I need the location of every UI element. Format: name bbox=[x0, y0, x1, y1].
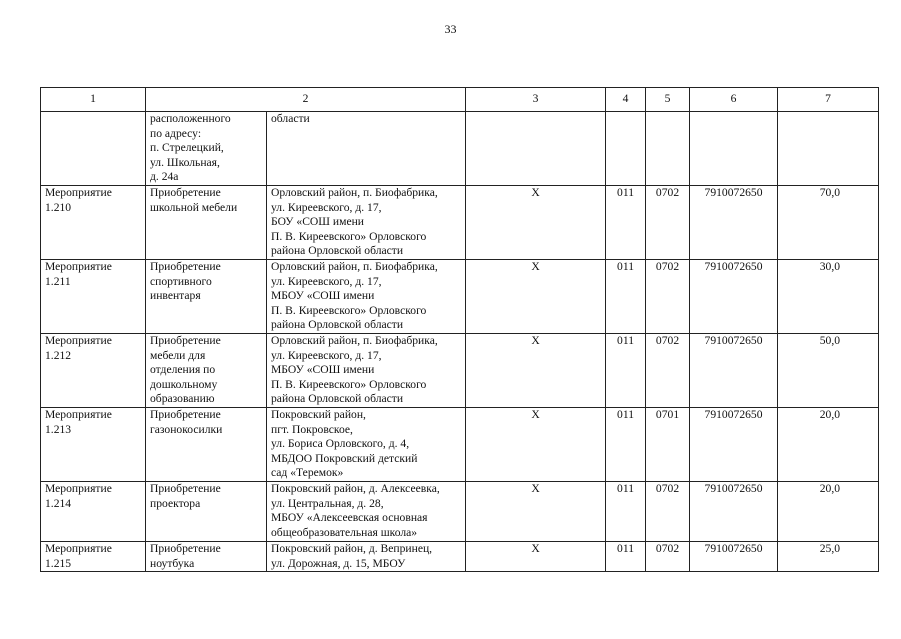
event-id-cell: Мероприятие 1.215 bbox=[41, 541, 146, 571]
location-cell: Орловский район, п. Биофабрика, ул. Киреевского, д. 17, МБОУ «СОШ имени П. В. Киреевского» Орловского района Орловской области bbox=[267, 333, 466, 407]
column-5-cell: 0702 bbox=[646, 185, 690, 259]
page-number: 33 bbox=[444, 22, 457, 36]
amount-cell bbox=[778, 112, 879, 186]
amount-cell: 20,0 bbox=[778, 407, 879, 481]
budget-table bbox=[40, 87, 879, 572]
event-id-cell: Мероприятие 1.214 bbox=[41, 481, 146, 541]
header-cell-4: 4 bbox=[606, 88, 646, 112]
column-5-cell: 0701 bbox=[646, 407, 690, 481]
location-cell: Орловский район, п. Биофабрика, ул. Киреевского, д. 17, БОУ «СОШ имени П. В. Киреевского» Орловского района Орловской области bbox=[267, 185, 466, 259]
column-4-cell: 011 bbox=[606, 185, 646, 259]
amount-cell: 25,0 bbox=[778, 541, 879, 571]
column-4-cell: 011 bbox=[606, 481, 646, 541]
event-name-cell: Приобретение проектора bbox=[146, 481, 267, 541]
column-4-cell: 011 bbox=[606, 333, 646, 407]
column-3-cell: X bbox=[466, 259, 606, 333]
table-row bbox=[41, 259, 879, 333]
event-name-cell: Приобретение спортивного инвентаря bbox=[146, 259, 267, 333]
column-6-cell: 7910072650 bbox=[690, 481, 778, 541]
header-cell-1: 1 bbox=[41, 88, 146, 112]
column-3-cell: X bbox=[466, 333, 606, 407]
event-name-cell: расположенного по адресу: п. Стрелецкий, ул. Школьная, д. 24а bbox=[146, 112, 267, 186]
column-3-cell: X bbox=[466, 185, 606, 259]
location-cell: Орловский район, п. Биофабрика, ул. Киреевского, д. 17, МБОУ «СОШ имени П. В. Киреевского» Орловского района Орловской области bbox=[267, 259, 466, 333]
column-6-cell: 7910072650 bbox=[690, 407, 778, 481]
column-5-cell: 0702 bbox=[646, 481, 690, 541]
column-6-cell bbox=[690, 112, 778, 186]
amount-cell: 70,0 bbox=[778, 185, 879, 259]
header-row bbox=[41, 88, 879, 112]
column-6-cell: 7910072650 bbox=[690, 333, 778, 407]
header-cell-5: 5 bbox=[646, 88, 690, 112]
amount-cell: 50,0 bbox=[778, 333, 879, 407]
header-cell-6: 6 bbox=[690, 88, 778, 112]
location-cell: области bbox=[267, 112, 466, 186]
column-5-cell bbox=[646, 112, 690, 186]
header-cell-3: 3 bbox=[466, 88, 606, 112]
table-row bbox=[41, 407, 879, 481]
column-4-cell bbox=[606, 112, 646, 186]
column-5-cell: 0702 bbox=[646, 259, 690, 333]
column-5-cell: 0702 bbox=[646, 541, 690, 571]
event-id-cell: Мероприятие 1.213 bbox=[41, 407, 146, 481]
column-4-cell: 011 bbox=[606, 407, 646, 481]
header-cell-2: 2 bbox=[146, 88, 466, 112]
event-name-cell: Приобретение школьной мебели bbox=[146, 185, 267, 259]
column-4-cell: 011 bbox=[606, 541, 646, 571]
event-name-cell: Приобретение газонокосилки bbox=[146, 407, 267, 481]
column-3-cell bbox=[466, 112, 606, 186]
column-4-cell: 011 bbox=[606, 259, 646, 333]
event-id-cell: Мероприятие 1.210 bbox=[41, 185, 146, 259]
table-row bbox=[41, 185, 879, 259]
column-3-cell: X bbox=[466, 541, 606, 571]
column-6-cell: 7910072650 bbox=[690, 185, 778, 259]
column-3-cell: X bbox=[466, 407, 606, 481]
event-id-cell bbox=[41, 112, 146, 186]
table-row bbox=[41, 333, 879, 407]
location-cell: Покровский район, д. Алексеевка, ул. Центральная, д. 28, МБОУ «Алексеевская основная общеобразовательная школа» bbox=[267, 481, 466, 541]
event-id-cell: Мероприятие 1.212 bbox=[41, 333, 146, 407]
amount-cell: 30,0 bbox=[778, 259, 879, 333]
column-6-cell: 7910072650 bbox=[690, 541, 778, 571]
table-row bbox=[41, 481, 879, 541]
amount-cell: 20,0 bbox=[778, 481, 879, 541]
header-cell-7: 7 bbox=[778, 88, 879, 112]
event-name-cell: Приобретение мебели для отделения по дошкольному образованию bbox=[146, 333, 267, 407]
column-3-cell: X bbox=[466, 481, 606, 541]
table-row bbox=[41, 112, 879, 186]
location-cell: Покровский район, д. Вепринец, ул. Дорожная, д. 15, МБОУ bbox=[267, 541, 466, 571]
column-5-cell: 0702 bbox=[646, 333, 690, 407]
location-cell: Покровский район, пгт. Покровское, ул. Бориса Орловского, д. 4, МБДОО Покровский детский сад «Теремок» bbox=[267, 407, 466, 481]
event-name-cell: Приобретение ноутбука bbox=[146, 541, 267, 571]
table-row bbox=[41, 541, 879, 571]
event-id-cell: Мероприятие 1.211 bbox=[41, 259, 146, 333]
column-6-cell: 7910072650 bbox=[690, 259, 778, 333]
